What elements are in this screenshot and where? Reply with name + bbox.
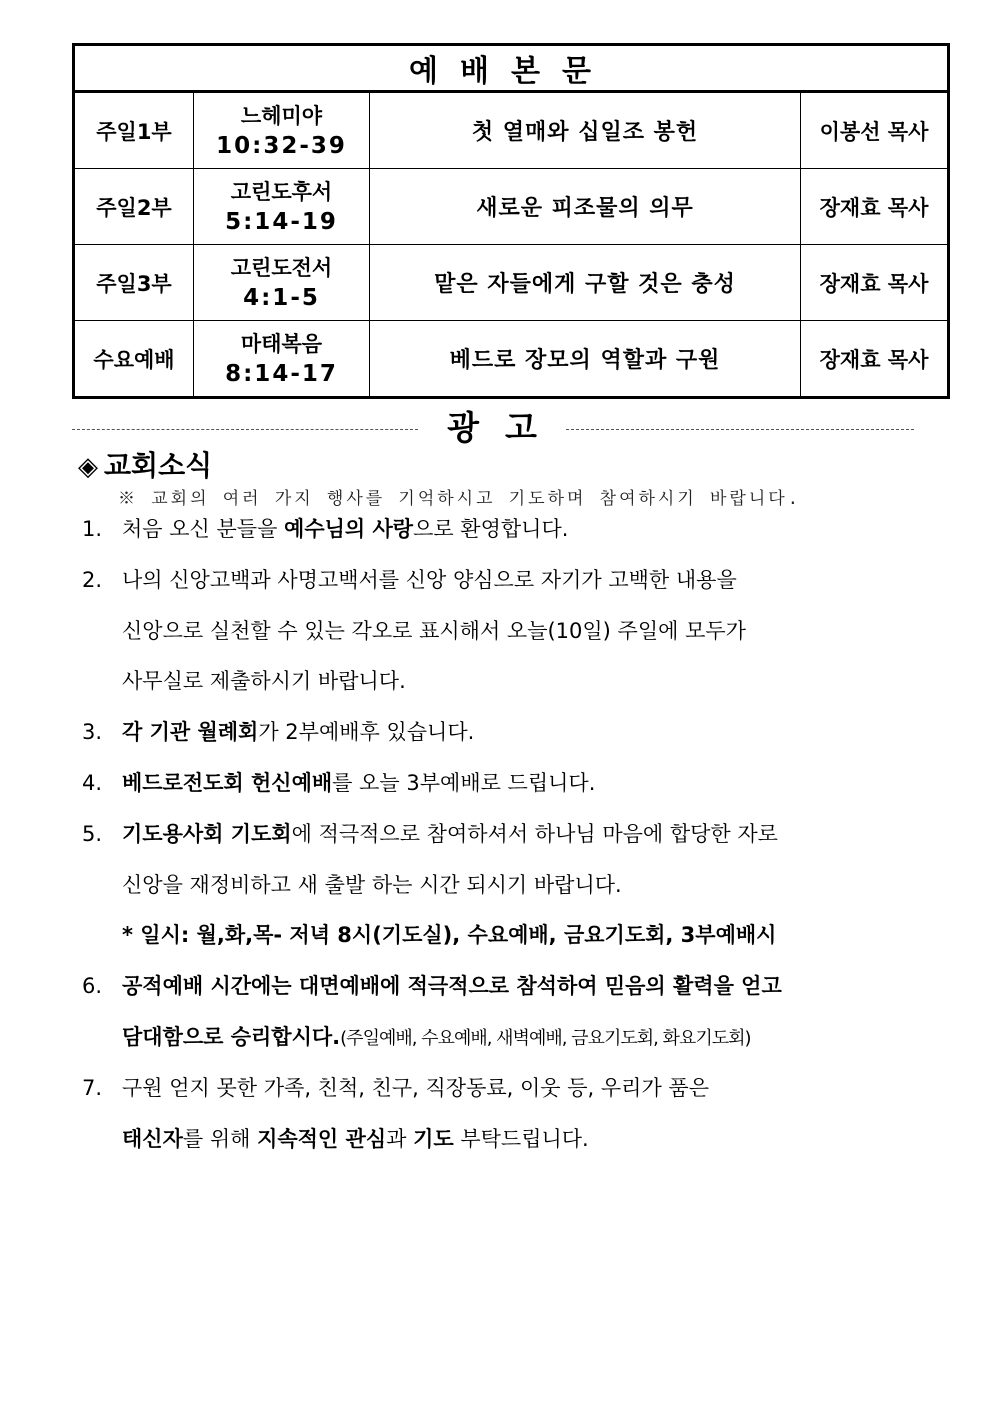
- preacher: 이봉선 목사: [801, 92, 949, 169]
- list-item: [82, 819, 942, 870]
- item-text: 나의 신앙고백과 사명고백서를 신앙 양심으로 자기가 고백한 내용을: [122, 567, 737, 592]
- item-number: 2.: [82, 567, 103, 592]
- item-number: 5.: [82, 821, 103, 846]
- dashed-divider-left: [72, 429, 418, 430]
- scripture-chapter: 8:14-17: [225, 360, 338, 387]
- scripture-reference: [194, 92, 370, 169]
- diamond-bullet-icon: ◈: [78, 452, 98, 482]
- list-item: [82, 768, 942, 819]
- item-text: 구원 얻지 못한 가족, 친척, 친구, 직장동료, 이웃 등, 우리가 품은: [122, 1075, 709, 1100]
- item-text: 에 적극적으로 참여하셔서 하나님 마음에 합당한 자로: [291, 821, 778, 846]
- item-text: 를 위해: [182, 1126, 258, 1151]
- service-name: 주일2부: [74, 169, 194, 245]
- schedule-header-row: [74, 45, 949, 92]
- scripture-chapter: 5:14-19: [225, 208, 338, 235]
- item-number: 1.: [82, 517, 103, 541]
- scripture-book: 고린도후서: [230, 179, 333, 204]
- preacher: 장재효 목사: [801, 169, 949, 245]
- scripture-reference: [194, 321, 370, 398]
- church-news-title: 교회소식: [104, 449, 213, 482]
- sermon-title: 새로운 피조물의 의무: [370, 169, 801, 245]
- schedule-title: 예배본문: [74, 45, 949, 92]
- announcement-list: [82, 514, 942, 1174]
- schedule-row: [74, 92, 949, 169]
- list-item: [82, 514, 942, 565]
- item-emphasis: 베드로전도회 헌신예배: [122, 770, 333, 795]
- item-emphasis: 기도: [413, 1126, 454, 1151]
- scripture-chapter: 4:1-5: [243, 284, 320, 311]
- scripture-chapter: 10:32-39: [216, 132, 347, 159]
- announcement-title: 광고: [447, 408, 563, 447]
- preacher: 장재효 목사: [801, 321, 949, 398]
- service-name: 주일3부: [74, 245, 194, 321]
- dashed-divider-right: [566, 429, 914, 430]
- service-list: (주일예배, 수요예배, 새벽예배, 금요기도회, 화요기도회): [340, 1027, 751, 1049]
- list-item-continuation: 사무실로 제출하시기 바랍니다.: [122, 669, 406, 694]
- schedule-row: [74, 321, 949, 398]
- list-item: [82, 565, 942, 616]
- service-name: 주일1부: [74, 92, 194, 169]
- worship-schedule-table: [72, 43, 950, 399]
- item-text: 를 오늘 3부예배로 드립니다.: [332, 770, 596, 795]
- list-item-continuation: [82, 920, 942, 971]
- schedule-row: [74, 245, 949, 321]
- church-news-heading: [78, 444, 212, 484]
- scripture-book: 느헤미야: [240, 103, 323, 128]
- item-number: 3.: [82, 720, 103, 745]
- service-name: 수요예배: [74, 321, 194, 398]
- list-item: [82, 717, 942, 768]
- sermon-title: 베드로 장모의 역할과 구원: [370, 321, 801, 398]
- item-emphasis: 기도용사회 기도회: [122, 821, 292, 846]
- item-number: 4.: [82, 770, 103, 795]
- item-emphasis: 담대함으로 승리합시다.: [122, 1024, 341, 1049]
- item-number: 7.: [82, 1075, 103, 1100]
- item-emphasis: 각 기관 월례회: [122, 720, 259, 745]
- item-emphasis: 공적예배 시간에는 대면예배에 적극적으로 참석하여 믿음의 활력을 얻고: [122, 974, 782, 999]
- scripture-reference: [194, 245, 370, 321]
- item-emphasis: 예수님의 사랑: [284, 517, 414, 541]
- preacher: 장재효 목사: [801, 245, 949, 321]
- scripture-book: 마태복음: [240, 331, 323, 356]
- schedule-row: [74, 169, 949, 245]
- sermon-title: 첫 열매와 십일조 봉헌: [370, 92, 801, 169]
- item-emphasis: 태신자: [122, 1126, 183, 1151]
- scripture-reference: [194, 169, 370, 245]
- item-text: 가 2부예배후 있습니다.: [258, 720, 475, 745]
- item-text: 과: [386, 1126, 414, 1151]
- list-item-continuation: [82, 1124, 942, 1175]
- sermon-title: 맡은 자들에게 구할 것은 충성: [370, 245, 801, 321]
- list-item-continuation: 신앙을 재정비하고 새 출발 하는 시간 되시기 바랍니다.: [122, 872, 622, 897]
- list-item-continuation: [82, 1022, 942, 1073]
- list-item-continuation: 신앙으로 실천할 수 있는 각오로 표시해서 오늘(10일) 주일에 모두가: [122, 618, 746, 643]
- notice-text: ※ 교회의 여러 가지 행사를 기억하시고 기도하며 참여하시기 바랍니다.: [118, 489, 801, 509]
- item-text: 처음 오신 분들을: [122, 517, 285, 541]
- item-emphasis: 지속적인 관심: [257, 1126, 387, 1151]
- schedule-detail: * 일시: 월,화,목- 저녁 8시(기도실), 수요예배, 금요기도회, 3부예배시: [122, 923, 777, 948]
- item-number: 6.: [82, 974, 103, 999]
- list-item: [82, 971, 942, 1022]
- item-text: 부탁드립니다.: [453, 1126, 589, 1151]
- list-item: [82, 1073, 942, 1124]
- announcement-heading: [72, 402, 914, 447]
- item-text: 으로 환영합니다.: [413, 517, 569, 541]
- scripture-book: 고린도전서: [230, 255, 333, 280]
